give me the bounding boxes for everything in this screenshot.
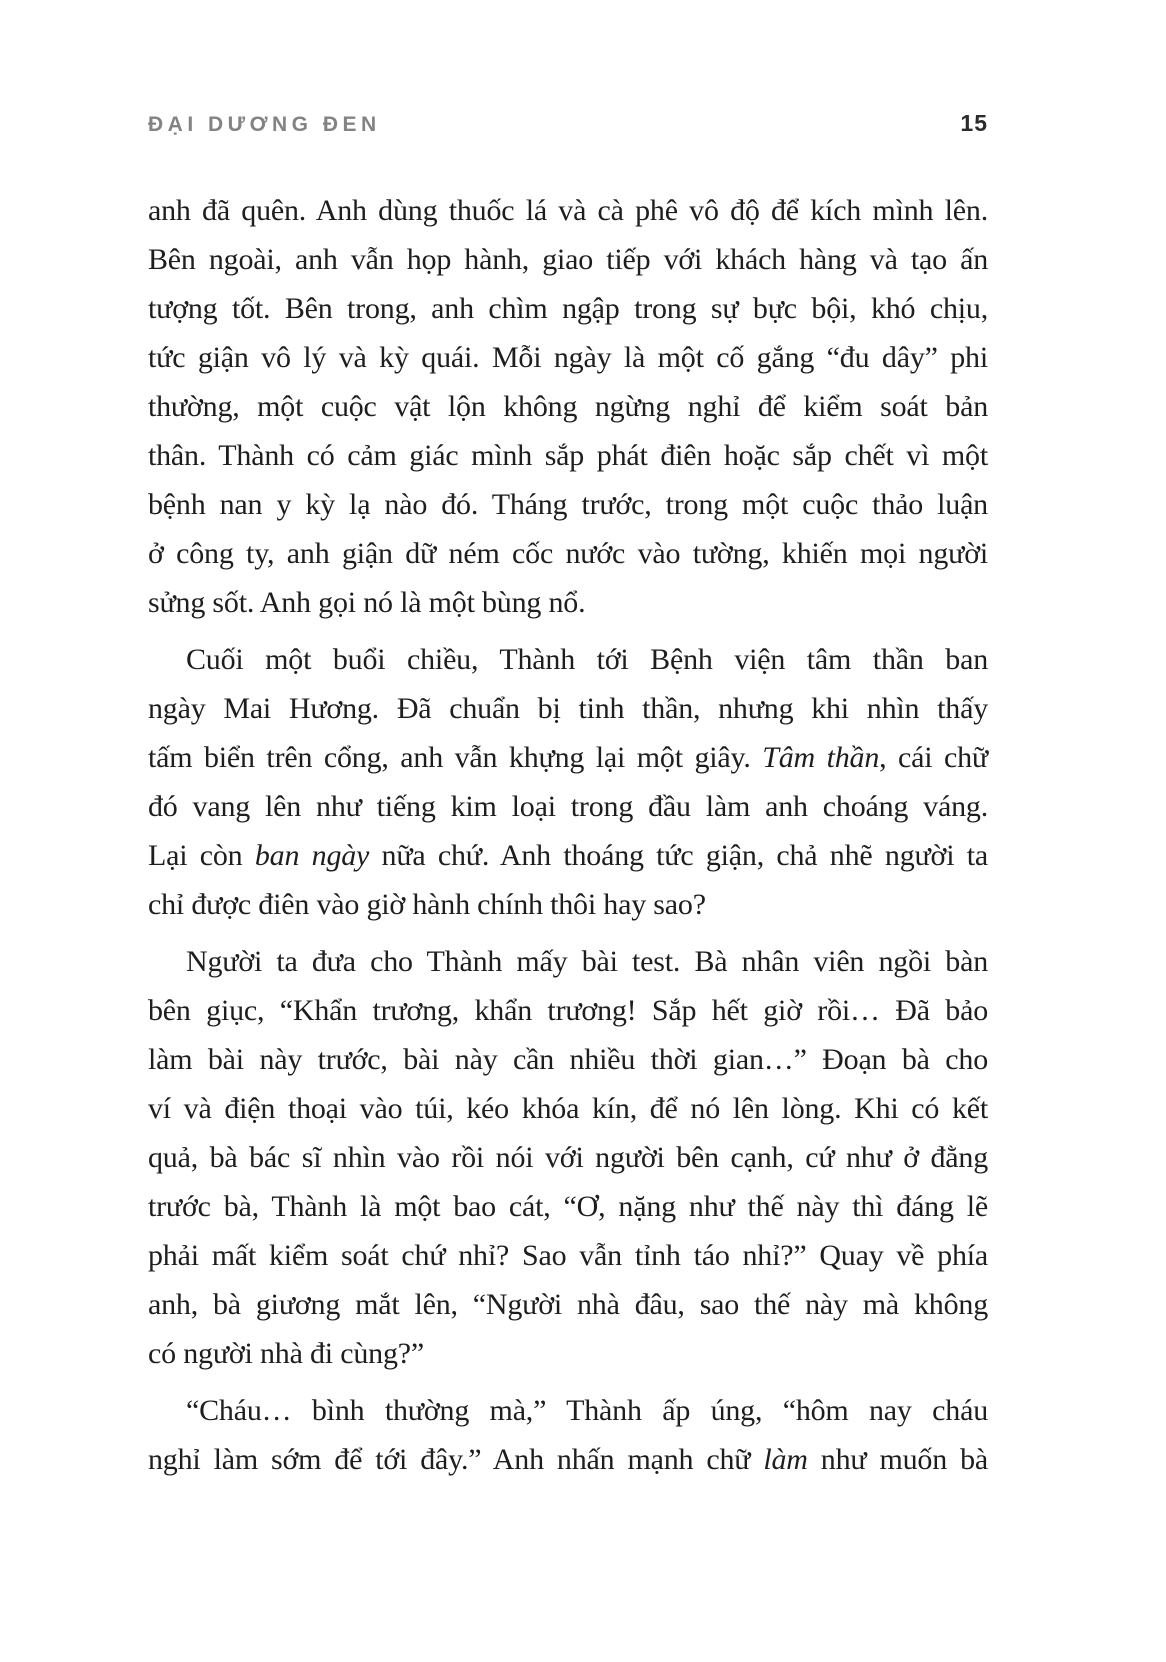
text-line: làm bài này trước, bài này cần nhiều thời gian…” Đoạn bà cho: [148, 1043, 988, 1076]
text-line: trước bà, Thành là một bao cát, “Ơ, nặng như thế này thì đáng lẽ: [148, 1190, 988, 1223]
paragraph: [148, 635, 988, 929]
text-line: quả, bà bác sĩ nhìn vào rồi nói với người bên cạnh, cứ như ở đằng: [148, 1141, 988, 1174]
text-line: có người nhà đi cùng?”: [148, 1337, 424, 1370]
text-line: ngày Mai Hương. Đã chuẩn bị tinh thần, nhưng khi nhìn thấy: [148, 692, 988, 725]
text-line: Người ta đưa cho Thành mấy bài test. Bà nhân viên ngồi bàn: [186, 945, 988, 978]
text-line: anh, bà giương mắt lên, “Người nhà đâu, sao thế này mà không: [148, 1288, 988, 1321]
text-line: Bên ngoài, anh vẫn họp hành, giao tiếp với khách hàng và tạo ấn: [148, 243, 988, 276]
paragraph: [148, 937, 988, 1378]
paragraph: [148, 186, 988, 627]
text-line: “Cháu… bình thường mà,” Thành ấp úng, “hôm nay cháu: [186, 1394, 988, 1427]
text-line: thân. Thành có cảm giác mình sắp phát điên hoặc sắp chết vì một: [148, 439, 988, 472]
page-number: 15: [960, 110, 988, 136]
text-line: tức giận vô lý và kỳ quái. Mỗi ngày là một cố gắng “đu dây” phi: [148, 341, 988, 374]
text-line: thường, một cuộc vật lộn không ngừng nghỉ để kiểm soát bản: [148, 390, 988, 423]
text-line: tấm biển trên cổng, anh vẫn khựng lại một giây. Tâm thần, cái chữ: [148, 741, 988, 774]
text-line: chỉ được điên vào giờ hành chính thôi hay sao?: [148, 888, 706, 921]
text-line: Cuối một buổi chiều, Thành tới Bệnh viện tâm thần ban: [186, 643, 988, 676]
text-line: tượng tốt. Bên trong, anh chìm ngập trong sự bực bội, khó chịu,: [148, 292, 988, 325]
running-head: ĐẠI DƯƠNG ĐEN: [148, 113, 381, 136]
text-line: nghỉ làm sớm để tới đây.” Anh nhấn mạnh chữ làm như muốn bà: [148, 1443, 988, 1476]
body-text: [148, 186, 988, 1484]
text-line: sửng sốt. Anh gọi nó là một bùng nổ.: [148, 586, 586, 619]
text-line: Lại còn ban ngày nữa chứ. Anh thoáng tức giận, chả nhẽ người ta: [148, 839, 988, 872]
text-line: ở công ty, anh giận dữ ném cốc nước vào tường, khiến mọi người: [148, 537, 988, 570]
text-line: anh đã quên. Anh dùng thuốc lá và cà phê vô độ để kích mình lên.: [148, 194, 988, 227]
page-header: [148, 110, 988, 137]
text-line: ví và điện thoại vào túi, kéo khóa kín, để nó lên lòng. Khi có kết: [148, 1092, 988, 1125]
text-line: bên giục, “Khẩn trương, khẩn trương! Sắp hết giờ rồi… Đã bảo: [148, 994, 988, 1027]
text-line: bệnh nan y kỳ lạ nào đó. Tháng trước, trong một cuộc thảo luận: [148, 488, 988, 521]
paragraph: [148, 1386, 988, 1484]
text-line: đó vang lên như tiếng kim loại trong đầu làm anh choáng váng.: [148, 790, 988, 823]
text-line: phải mất kiểm soát chứ nhỉ? Sao vẫn tỉnh táo nhỉ?” Quay về phía: [148, 1239, 988, 1272]
